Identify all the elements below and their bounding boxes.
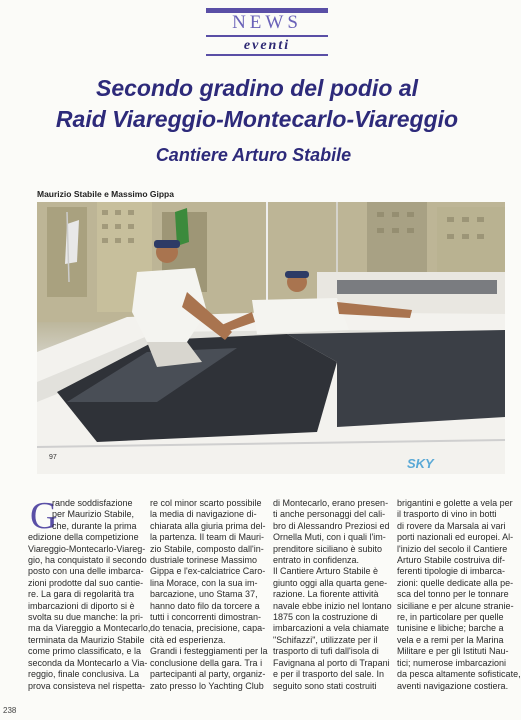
article-line: bro di Alessandro Preziosi ed bbox=[273, 520, 390, 531]
article-line: navale ebbe inizio nel lontano bbox=[273, 600, 392, 611]
article-line: seconda da Montecarlo a Via- bbox=[28, 657, 148, 668]
article-line: che, durante la prima bbox=[52, 520, 137, 531]
headline-line-1: Secondo gradino del podio al bbox=[95, 75, 418, 101]
article-line: prova consisteva nel rispetta- bbox=[28, 680, 146, 691]
article-line: per Maurizio Stabile, bbox=[52, 509, 135, 520]
article-line: ferenti tipologie di imbarca- bbox=[397, 566, 506, 577]
article-line: seguito sono stati costruiti bbox=[273, 680, 377, 691]
article-line: do tenacia, precisione, capa- bbox=[150, 623, 266, 634]
headline-line-2: Raid Viareggio-Montecarlo-Viareggio bbox=[55, 106, 459, 132]
article-line: hanno dato filo da torcere a bbox=[150, 600, 260, 611]
article-line: aventi navigazione costiera. bbox=[397, 680, 509, 691]
article-line: partecipanti al party, organiz- bbox=[150, 669, 266, 680]
section-masthead bbox=[206, 8, 328, 52]
article-line: come primo classificato, e la bbox=[28, 646, 142, 657]
article-line: Ornella Muti, con i quali l'im- bbox=[273, 532, 386, 543]
article-column-2 bbox=[150, 498, 268, 692]
article-line: la partenza. Il team di Mauri- bbox=[150, 532, 265, 543]
article-line: zio Stabile, composto dall'in- bbox=[150, 543, 264, 554]
masthead-bar-bottom bbox=[206, 54, 328, 56]
page-number: 238 bbox=[3, 706, 17, 715]
article-line: gio, ha conquistato il secondo bbox=[28, 555, 147, 566]
article-line: cità ed esperienza. bbox=[150, 634, 226, 645]
masthead-bar-middle bbox=[206, 35, 328, 37]
article-line: svolta su due manche: la pri- bbox=[28, 612, 144, 623]
drop-cap: G bbox=[30, 495, 58, 537]
article-line: ti anche personaggi del cali- bbox=[273, 509, 386, 520]
article-line: tici; numerose imbarcazioni bbox=[397, 657, 507, 668]
article-line: terminata da Maurizio Stabile bbox=[28, 634, 145, 645]
article-line: prenditore siciliano è subito bbox=[273, 543, 383, 554]
article-line: tunisine e libiche; barche a bbox=[397, 623, 504, 634]
article-line: Favignana al porto di Trapani bbox=[273, 657, 390, 668]
article-line: e per il trasporto del sale. In bbox=[273, 669, 385, 680]
article-line: di Montecarlo, erano presen- bbox=[273, 498, 389, 508]
article-line: brigantini e golette a vela per bbox=[397, 498, 513, 508]
article-line: zioni prodotte dal suo cantie- bbox=[28, 577, 144, 588]
article-column-1 bbox=[28, 495, 151, 692]
article-line: tutti i concorrenti dimostran- bbox=[150, 612, 262, 623]
article-line: entrato in confidenza. bbox=[273, 555, 360, 566]
article-line: re col minor scarto possibile bbox=[150, 498, 262, 508]
article-line: reggio, finale conclusiva. La bbox=[28, 669, 140, 680]
article-line: 1875 con la costruzione di bbox=[273, 612, 378, 623]
article-line: Il Cantiere Arturo Stabile è bbox=[273, 566, 379, 577]
article-line: lina Morace, con la sua im- bbox=[150, 577, 258, 588]
article-line: l'inizio del secolo il Cantiere bbox=[397, 543, 508, 554]
article-line: "Schifazzi", utilizzate per il bbox=[273, 634, 378, 645]
article-line: dustriale torinese Massimo bbox=[150, 555, 258, 566]
sky-logo: SKY bbox=[407, 456, 434, 471]
article-line: trasporto di tufi dall'isola di bbox=[273, 646, 379, 657]
masthead-news: NEWS bbox=[232, 12, 302, 33]
article-line: la media di navigazione di- bbox=[150, 509, 257, 520]
article-line: vela e a remi per la Marina bbox=[397, 634, 504, 645]
hull-number: 97 bbox=[49, 454, 57, 461]
byline: Maurizio Stabile e Massimo Gippa bbox=[37, 189, 174, 199]
headline-subtitle: Cantiere Arturo Stabile bbox=[155, 145, 352, 165]
article-column-3 bbox=[273, 498, 392, 692]
article-line: Viareggio-Montecarlo-Viareg- bbox=[28, 543, 146, 554]
article-line: razione. La fiorente attività bbox=[273, 589, 379, 600]
article-line: posto con una delle imbarca- bbox=[28, 566, 144, 577]
article-line: zato presso lo Yachting Club bbox=[150, 680, 264, 691]
article-line: sca del tonno per le tonnare bbox=[397, 589, 509, 600]
article-line: zioni: quelle dedicate alla pe- bbox=[397, 577, 514, 588]
article-line: giunto oggi alla quarta gene- bbox=[273, 577, 388, 588]
article-column-4 bbox=[397, 498, 521, 692]
article-line: siciliane e per alcune stranie- bbox=[397, 600, 514, 611]
article-line: re. La gara di regolarità tra bbox=[28, 589, 135, 600]
article-line: barcazione, uno Stama 37, bbox=[150, 589, 258, 600]
article-line: imbarcazioni a vela chiamate bbox=[273, 623, 390, 634]
article-photo bbox=[37, 202, 505, 474]
article-line: re, in particolare per quelle bbox=[397, 612, 504, 623]
article-line: il trasporto di vino in botti bbox=[397, 509, 497, 520]
masthead-eventi: eventi bbox=[243, 38, 291, 53]
boat-photo-illustration bbox=[37, 202, 505, 474]
article-line: imbarcazioni di diporto si è bbox=[28, 600, 135, 611]
article-line: ma da Viareggio a Montecarlo, bbox=[28, 623, 151, 634]
article-line: conclusione della gara. Tra i bbox=[150, 657, 263, 668]
article-line: porti nazionali ed europei. Al- bbox=[397, 532, 514, 543]
article-line: edizione della competizione bbox=[28, 532, 139, 543]
article-line: di rovere da Marsala ai vari bbox=[397, 520, 506, 531]
article-line: Arturo Stabile costruiva dif- bbox=[397, 555, 506, 566]
article-line: chiarata alla giuria prima del- bbox=[150, 520, 266, 531]
article-line: rande soddisfazione bbox=[52, 498, 133, 508]
article-line: da pesca altamente sofisticate, bbox=[397, 669, 521, 680]
article-line: Militare e per gli Istituti Nau- bbox=[397, 646, 509, 657]
article-line: Grandi i festeggiamenti per la bbox=[150, 646, 268, 657]
article-line: Gippa e l'ex-calciatrice Caro- bbox=[150, 566, 266, 577]
